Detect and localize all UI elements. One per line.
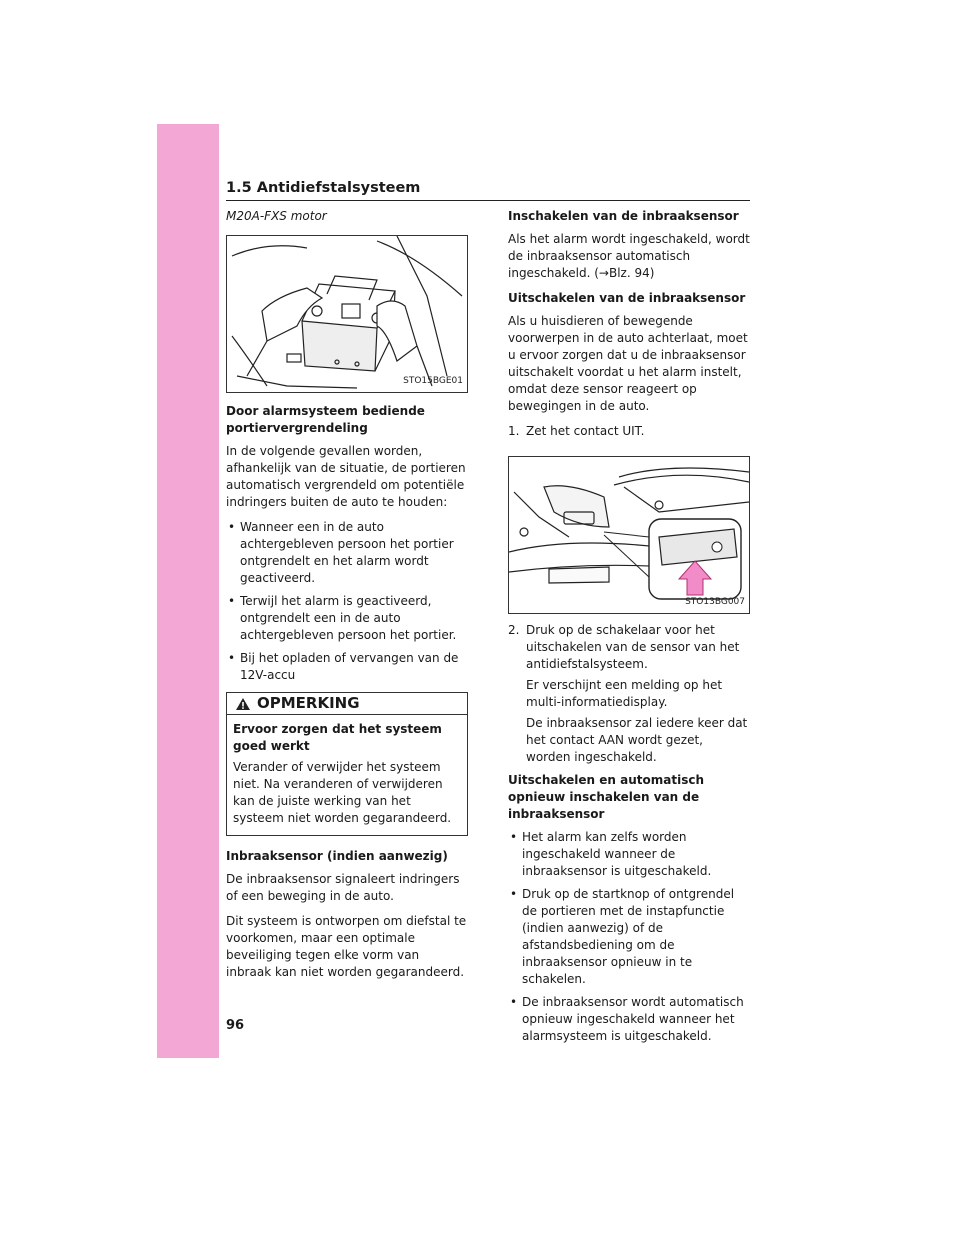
step-2 [508, 622, 750, 766]
battery-figure [226, 235, 468, 393]
notice-body [227, 715, 467, 835]
heading-disable-sensor: Uitschakelen van de inbraaksensor [508, 291, 746, 305]
warning-icon [235, 697, 251, 711]
step-note: Er verschijnt een melding op het multi-informatiedisplay. [526, 678, 723, 709]
intro-paragraph: In de volgende gevallen worden, afhankelijk van de situatie, de portieren automatisch vergrendeld om potentiële indringers buiten de auto te houden: [226, 444, 466, 509]
list-item: • De inbraaksensor wordt automatisch opnieuw ingeschakeld wanneer het alarmsysteem is uitgeschakeld. [508, 994, 750, 1045]
heading-door-lock-line1: Door alarmsysteem bediende [226, 404, 425, 418]
figure-caption: M20A-FXS motor [226, 209, 327, 223]
notice-subtitle: Ervoor zorgen dat het systeem goed werkt [233, 722, 442, 753]
protection-paragraph: Dit systeem is ontworpen om diefstal te voorkomen, maar een optimale beveiliging tegen elke vorm van inbraak kan niet worden gegarandeerd. [226, 914, 467, 979]
list-item: • Het alarm kan zelfs worden ingeschakeld wanneer de inbraaksensor is uitgeschakeld. [508, 829, 750, 880]
figure-code: STO15BGE01 [403, 376, 463, 386]
right-column [508, 208, 750, 1053]
step-number: 1. [508, 424, 520, 438]
enable-paragraph: Als het alarm wordt ingeschakeld, wordt de inbraaksensor automatisch ingeschakeld. (→Blz. 94) [508, 232, 750, 280]
heading-door-lock-line2: portiervergrendeling [226, 421, 368, 435]
overhead-console-illustration [509, 457, 749, 613]
heading-enable-sensor: Inschakelen van de inbraaksensor [508, 209, 739, 223]
notice-box [226, 692, 468, 836]
switch-figure [508, 456, 750, 614]
list-item: • Bij het opladen of vervangen van de 12V-accu [226, 650, 468, 684]
notice-text: Verander of verwijder het systeem niet. Na veranderen of verwijderen kan de juiste werking van het systeem niet worden gegarandeerd. [233, 760, 452, 825]
door-lock-bullets [226, 519, 468, 684]
list-item: • Terwijl het alarm is geactiveerd, ontgrendelt een in de auto achtergebleven persoon het portier. [226, 593, 468, 644]
battery-illustration [227, 236, 467, 392]
chapter-sidebar [157, 124, 219, 1058]
step-1 [508, 423, 750, 440]
step-note: De inbraaksensor zal iedere keer dat het contact AAN wordt gezet, worden ingeschakeld. [526, 716, 748, 764]
section-header: 1.5 Antidiefstalsysteem [226, 180, 750, 201]
left-column [226, 208, 468, 989]
heading-intrusion-sensor: Inbraaksensor (indien aanwezig) [226, 849, 448, 863]
heading-reenable-sensor: Uitschakelen en automatisch opnieuw inschakelen van de inbraaksensor [508, 773, 704, 821]
heading-door-lock [226, 403, 468, 437]
list-item: • Druk op de startknop of ontgrendel de portieren met de instapfunctie (indien aanwezig) of de afstandsbediening om de inbraaksensor opnieuw in te schakelen. [508, 886, 750, 988]
notice-header [227, 693, 467, 715]
step-text: Druk op de schakelaar voor het uitschakelen van de sensor van het antidiefstalsysteem. [526, 623, 740, 671]
page-number: 96 [226, 1018, 245, 1033]
list-item: • Wanneer een in de auto achtergebleven persoon het portier ontgrendelt en het alarm wordt geactiveerd. [226, 519, 468, 587]
notice-title: OPMERKING [257, 694, 360, 712]
step-text: Zet het contact UIT. [526, 424, 645, 438]
reenable-bullets [508, 829, 750, 1045]
sensor-paragraph: De inbraaksensor signaleert indringers of een beweging in de auto. [226, 872, 460, 903]
disable-paragraph: Als u huisdieren of bewegende voorwerpen in de auto achterlaat, moet u ervoor zorgen dat u de inbraaksensor uitschakelt voordat u het alarm instelt, omdat deze sensor reageert op bewegingen in de auto. [508, 314, 748, 413]
step-number: 2. [508, 623, 520, 637]
figure-code: STO13BG007 [685, 597, 745, 607]
